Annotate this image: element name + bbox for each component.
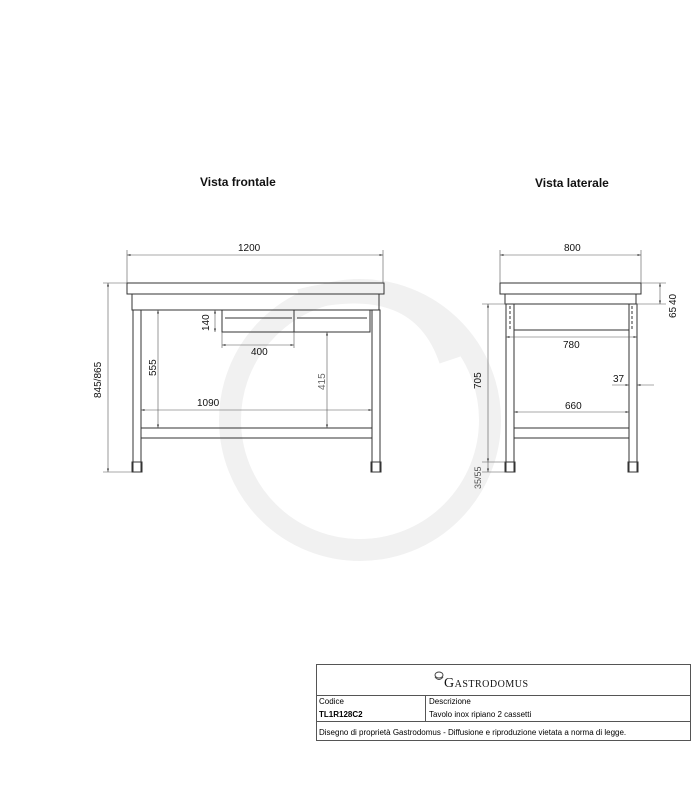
descrizione-value: Tavolo inox ripiano 2 cassetti — [429, 710, 532, 719]
codice-label: Codice — [319, 697, 344, 706]
title-block-header — [317, 665, 690, 696]
side-dimension-labels — [473, 243, 679, 489]
dim-side-leg-size: 37 — [613, 374, 625, 385]
side-apron — [505, 294, 636, 304]
dim-front-overall-height: 845/865 — [93, 361, 104, 398]
title-block — [316, 664, 691, 741]
side-shelf — [514, 428, 629, 438]
front-view-table — [127, 283, 384, 472]
codice-value: TL1R128C2 — [319, 710, 363, 719]
dim-side-top-thickness: 40 — [668, 293, 679, 305]
watermark-logo — [230, 290, 490, 550]
dim-front-shelf-height: 555 — [148, 359, 159, 376]
dim-front-drawer-to-shelf: 415 — [317, 373, 328, 390]
side-leg-left — [506, 304, 514, 472]
dim-front-shelf-width: 1090 — [197, 398, 220, 409]
dim-front-drawer-height: 140 — [201, 314, 212, 331]
front-leg-left — [133, 310, 141, 472]
dim-side-foot-adjust: 35/55 — [473, 466, 483, 489]
front-leg-right — [372, 310, 380, 472]
dim-side-top-offset: 65 — [668, 306, 679, 318]
front-view-title: Vista frontale — [200, 175, 276, 189]
copyright-notice: Disegno di proprietà Gastrodomus - Diffusione e riproduzione vietata a norma di legge. — [319, 728, 627, 737]
title-block-divider-horizontal — [317, 721, 690, 722]
dim-front-overall-width: 1200 — [238, 243, 261, 254]
descrizione-label: Descrizione — [429, 697, 471, 706]
title-block-divider-vertical — [425, 695, 426, 721]
dim-side-overall-depth: 800 — [564, 243, 581, 254]
dim-front-drawer-width: 400 — [251, 347, 268, 358]
dim-side-shelf-depth: 660 — [565, 401, 582, 412]
front-shelf — [141, 428, 372, 438]
dim-side-leg-height: 705 — [473, 372, 484, 389]
side-leg-right — [629, 304, 637, 472]
side-view-title: Vista laterale — [535, 176, 609, 190]
brand-name: Gastrodomus — [444, 676, 529, 691]
side-tabletop — [500, 283, 641, 294]
front-dimension-labels — [93, 243, 328, 409]
dim-side-inner-depth: 780 — [563, 340, 580, 351]
